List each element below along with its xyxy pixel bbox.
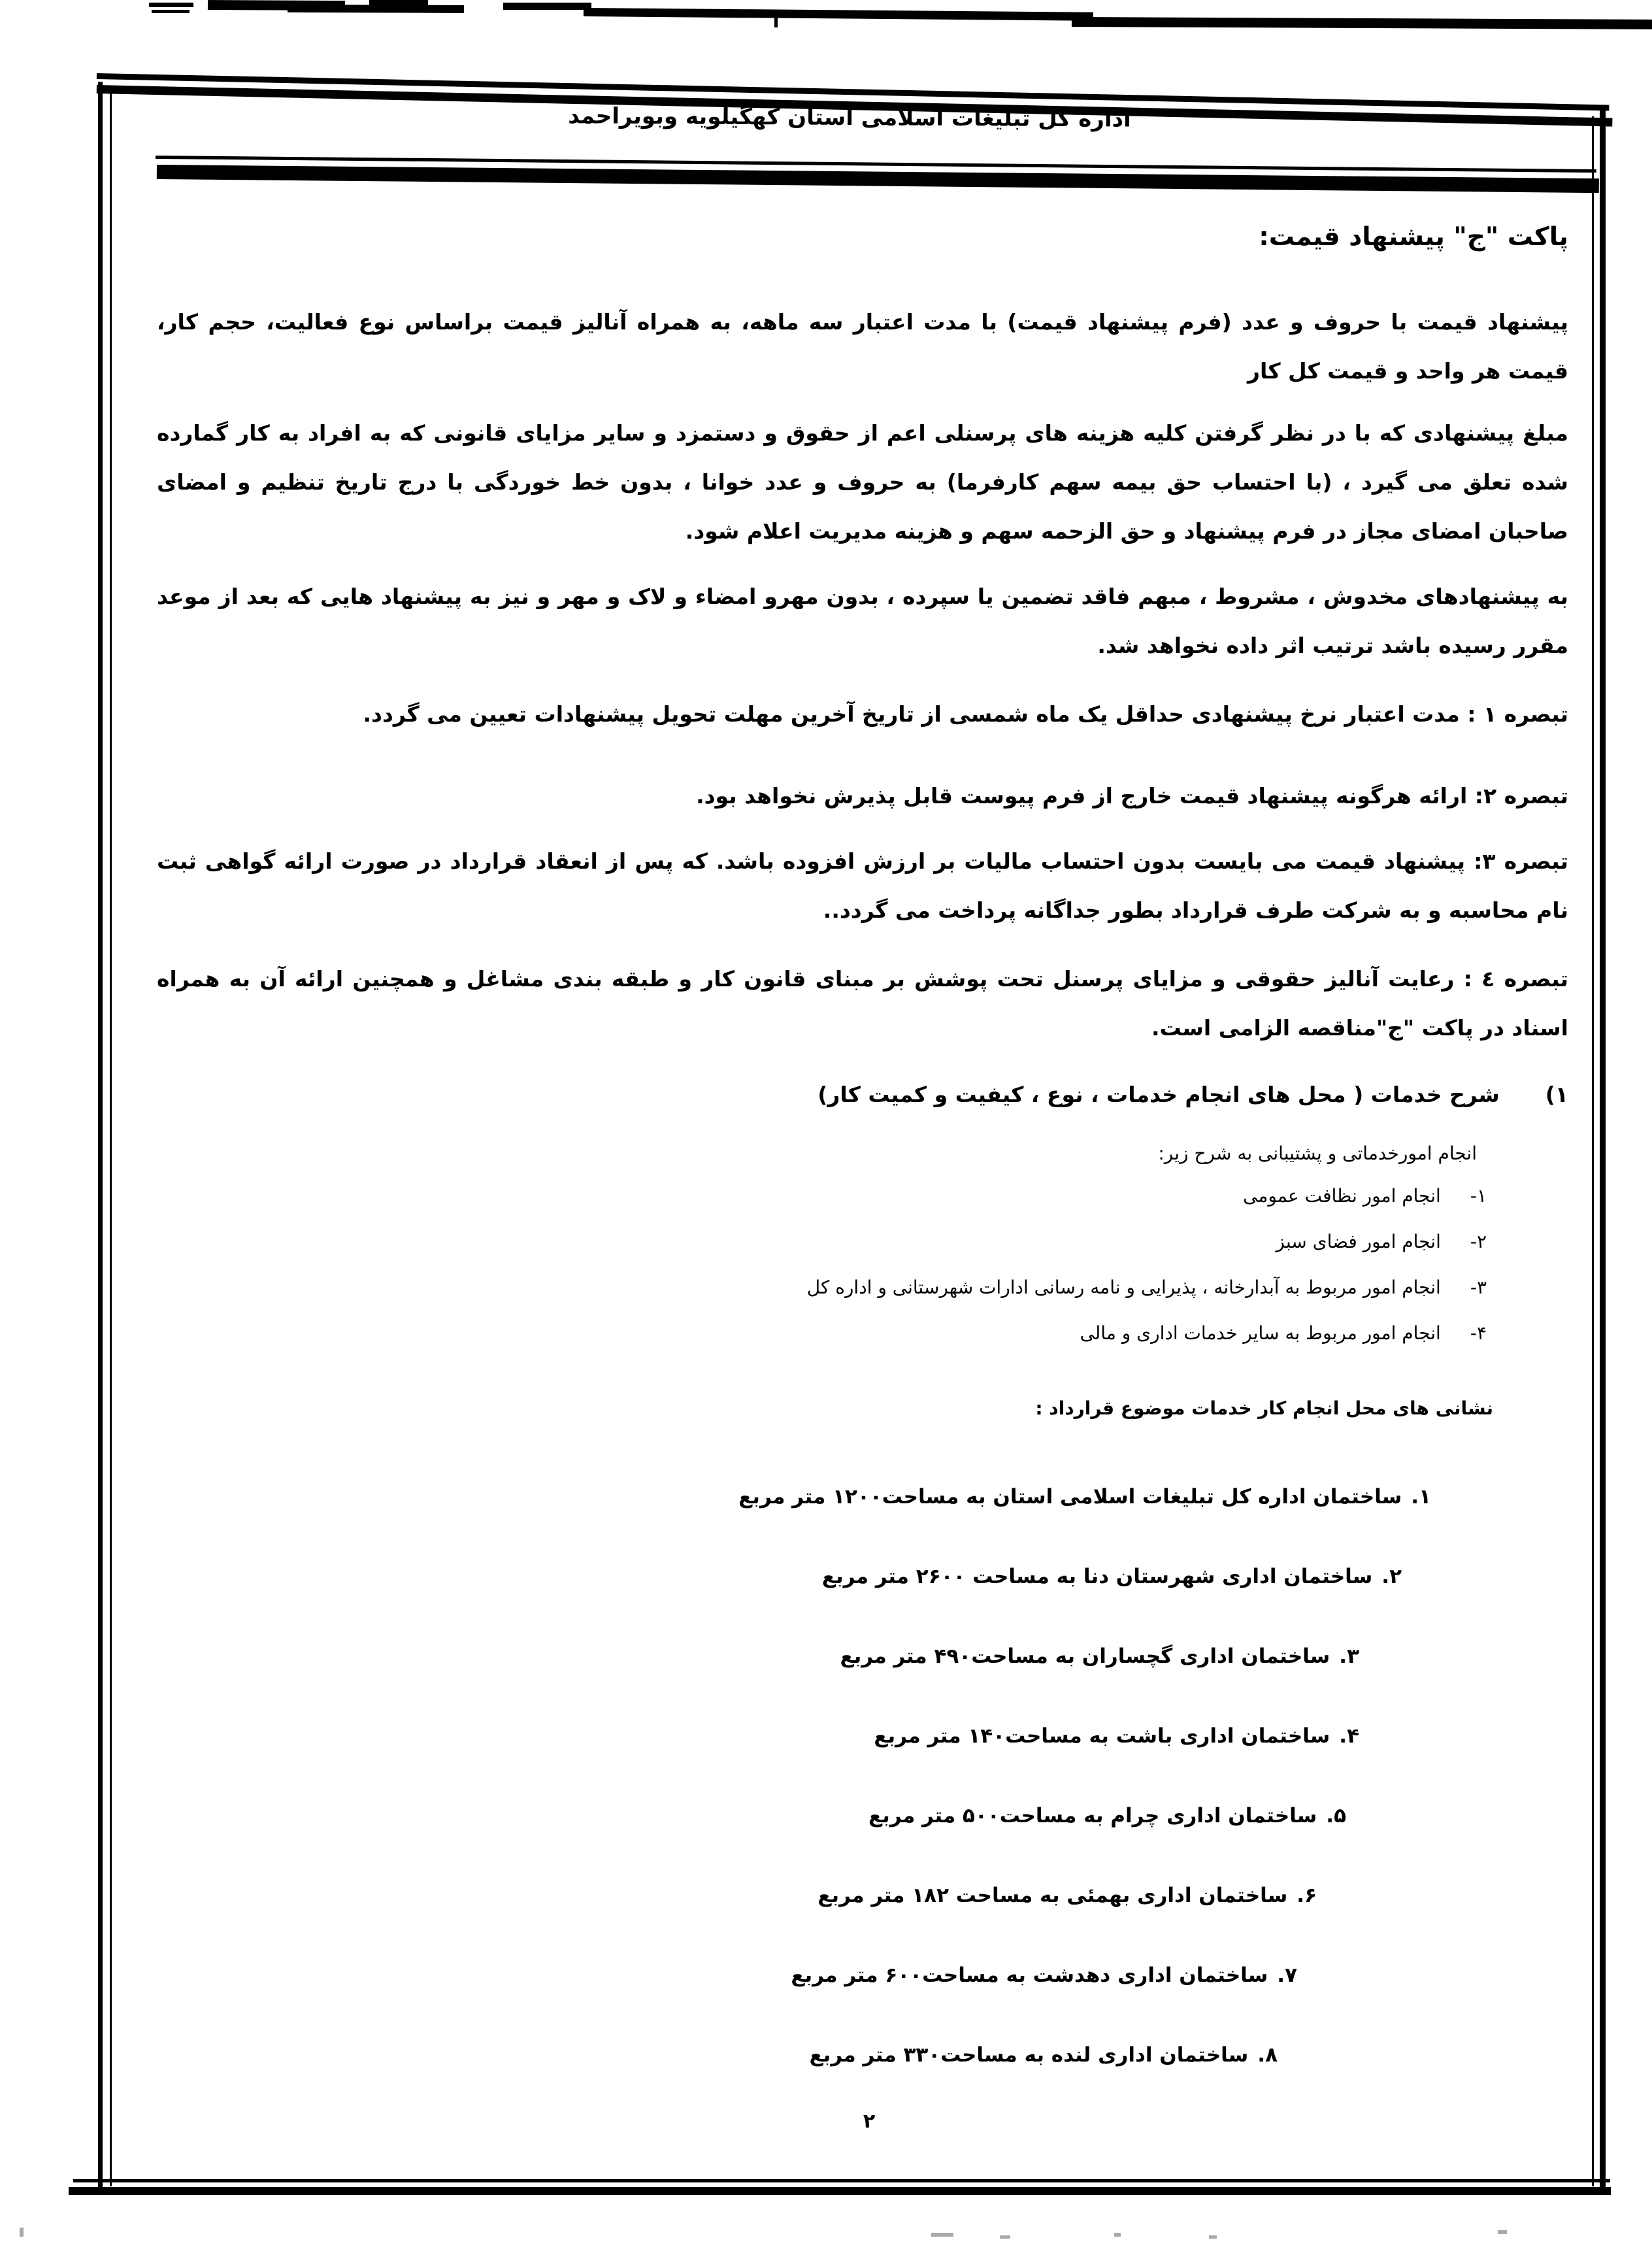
address-number: ۸. xyxy=(1257,2043,1278,2067)
service-item xyxy=(157,1265,1487,1311)
page-frame-left-outer xyxy=(98,82,103,2191)
address-item xyxy=(157,1637,1359,1676)
page-frame-bottom-inner xyxy=(73,2179,1610,2182)
address-number: ۴. xyxy=(1339,1724,1359,1748)
address-number: ۶. xyxy=(1297,1884,1317,1907)
page-frame-right-outer xyxy=(1600,110,1606,2193)
address-number: ۵. xyxy=(1326,1804,1346,1828)
doc-title: پاکت "ج" پیشنهاد قیمت: xyxy=(1259,222,1568,252)
address-item xyxy=(157,1557,1402,1596)
scan-artifact xyxy=(1209,2235,1217,2239)
service-item-text: انجام امور فضای سبز xyxy=(1276,1231,1441,1252)
service-item-text: انجام امور مربوط به سایر خدمات اداری و مالی xyxy=(1080,1322,1441,1344)
services-heading-number: ۱) xyxy=(1545,1082,1568,1107)
note-2: تبصره ۲: ارائه هرگونه پیشنهاد قیمت خارج از فرم پیوست قابل پذیرش نخواهد بود. xyxy=(696,783,1568,809)
address-text: ساختمان اداری دهدشت به مساحت۶۰۰ متر مربع xyxy=(791,1963,1268,1987)
addresses-label: نشانی های محل انجام کار خدمات موضوع قرارداد : xyxy=(1035,1397,1493,1419)
document-body xyxy=(157,216,1568,2133)
address-item xyxy=(157,1876,1317,1915)
scan-artifact xyxy=(1498,2230,1507,2234)
service-item xyxy=(157,1311,1487,1356)
address-number: ۱. xyxy=(1411,1485,1431,1509)
service-item-text: انجام امور نظافت عمومی xyxy=(1242,1185,1441,1207)
service-item-number: ۲- xyxy=(1470,1231,1487,1252)
address-number: ۳. xyxy=(1339,1645,1359,1668)
address-item xyxy=(157,1477,1431,1516)
services-heading-text: شرح خدمات ( محل های انجام خدمات ، نوع ، کیفیت و کمیت کار) xyxy=(818,1082,1500,1107)
page-number: ۲ xyxy=(863,2110,876,2133)
address-number: ۲. xyxy=(1381,1565,1402,1588)
note-4: تبصره ٤ : رعایت آنالیز حقوقی و مزایای پرسنل تحت پوشش بر مبنای قانون کار و طبقه بندی مشاغل و همچنین ارائه آن به همراه اسناد در پاکت "ج"مناقصه الزامی است. xyxy=(157,966,1568,1041)
address-text: ساختمان اداری بهمئی به مساحت ۱۸۲ متر مربع xyxy=(818,1884,1288,1907)
paragraph-proposed-amount: مبلغ پیشنهادی که با در نظر گرفتن کلیه هزینه های پرسنلی اعم از حقوق و دستمزد و سایر مزایای قانونی که به افراد به کار گمارده شده تعلق می گیرد ، (با احتساب حق بیمه سهم کارفرما) به حروف و عدد خوانا ، بدون خط خوردگی با درج تاریخ تنظیم و امضای صاحبان امضای مجاز در فرم پیشنهاد و حق الزحمه سهم و هزینه مدیریت اعلام شود. xyxy=(157,420,1568,544)
address-text: ساختمان اداری باشت به مساحت۱۴۰ متر مربع xyxy=(874,1724,1330,1748)
org-header: اداره کل تبلیغات اسلامی استان کهگیلویه وبویراحمد xyxy=(568,103,1131,133)
scan-artifact xyxy=(369,0,428,5)
note-1: تبصره ۱ : مدت اعتبار نرخ پیشنهادی حداقل یک ماه شمسی از تاریخ آخرین مهلت تحویل پیشنهادات تعیین می گردد. xyxy=(363,701,1568,727)
scan-artifact xyxy=(152,10,190,13)
page-frame-bottom-outer xyxy=(69,2187,1611,2195)
service-item xyxy=(157,1219,1487,1265)
services-intro: انجام امورخدماتی و پشتیبانی به شرح زیر: xyxy=(1158,1143,1477,1164)
service-item-number: ۱- xyxy=(1470,1185,1487,1207)
services-heading xyxy=(157,1072,1568,1118)
address-text: ساختمان اداری گچساران به مساحت۴۹۰ متر مربع xyxy=(840,1645,1330,1668)
service-item xyxy=(157,1173,1487,1219)
scan-artifact xyxy=(288,5,464,13)
service-item-text: انجام امور مربوط به آبدارخانه ، پذیرایی و نامه رسانی ادارات شهرستانی و اداره کل xyxy=(806,1277,1441,1298)
scan-artifact xyxy=(20,2228,24,2237)
scan-artifact xyxy=(1072,17,1652,29)
scan-artifact xyxy=(149,3,193,7)
scan-artifact xyxy=(503,3,591,10)
scan-artifact xyxy=(1000,2235,1010,2239)
scan-artifact xyxy=(931,2233,953,2237)
address-text: ساختمان اداری لنده به مساحت۳۳۰ متر مربع xyxy=(809,2043,1249,2067)
scan-artifact xyxy=(1114,2233,1121,2237)
scan-artifact xyxy=(774,10,778,27)
address-text: ساختمان اداری شهرستان دنا به مساحت ۲۶۰۰ متر مربع xyxy=(821,1565,1373,1588)
address-item xyxy=(157,1796,1346,1835)
scan-artifact xyxy=(584,8,1093,21)
paragraph-invalid-proposals: به پیشنهادهای مخدوش ، مشروط ، مبهم فاقد تضمین یا سپرده ، بدون مهرو امضاء و لاک و مهر و نیز به پیشنهاد هایی که بعد از موعد مقرر رسیده باشد ترتیب اثر داده نخواهد شد. xyxy=(157,584,1568,658)
page-frame-right-inner xyxy=(1592,116,1594,2186)
note-3: تبصره ۳: پیشنهاد قیمت می بایست بدون احتساب مالیات بر ارزش افزوده باشد. که پس از انعقاد قرارداد در صورت ارائه گواهی ثبت نام محاسبه و به شرکت طرف قرارداد بطور جداگانه پرداخت می گردد.. xyxy=(157,848,1568,923)
service-item-number: ۴- xyxy=(1470,1322,1487,1344)
address-item xyxy=(157,1716,1359,1756)
address-item xyxy=(157,2035,1278,2075)
address-text: ساختمان اداری چرام به مساحت۵۰۰ متر مربع xyxy=(868,1804,1317,1828)
address-number: ۷. xyxy=(1277,1963,1297,1987)
page-frame-left-inner xyxy=(110,88,112,2186)
address-text: ساختمان اداره کل تبلیغات اسلامی استان به مساحت۱۲۰۰ متر مربع xyxy=(738,1485,1402,1509)
service-item-number: ۳- xyxy=(1470,1277,1487,1298)
address-item xyxy=(157,1956,1297,1995)
paragraph-price-proposal: پیشنهاد قیمت با حروف و عدد (فرم پیشنهاد قیمت) با مدت اعتبار سه ماهه، به همراه آنالیز قیمت براساس نوع فعالیت، حجم کار، قیمت هر واحد و قیمت کل کار xyxy=(157,309,1568,384)
